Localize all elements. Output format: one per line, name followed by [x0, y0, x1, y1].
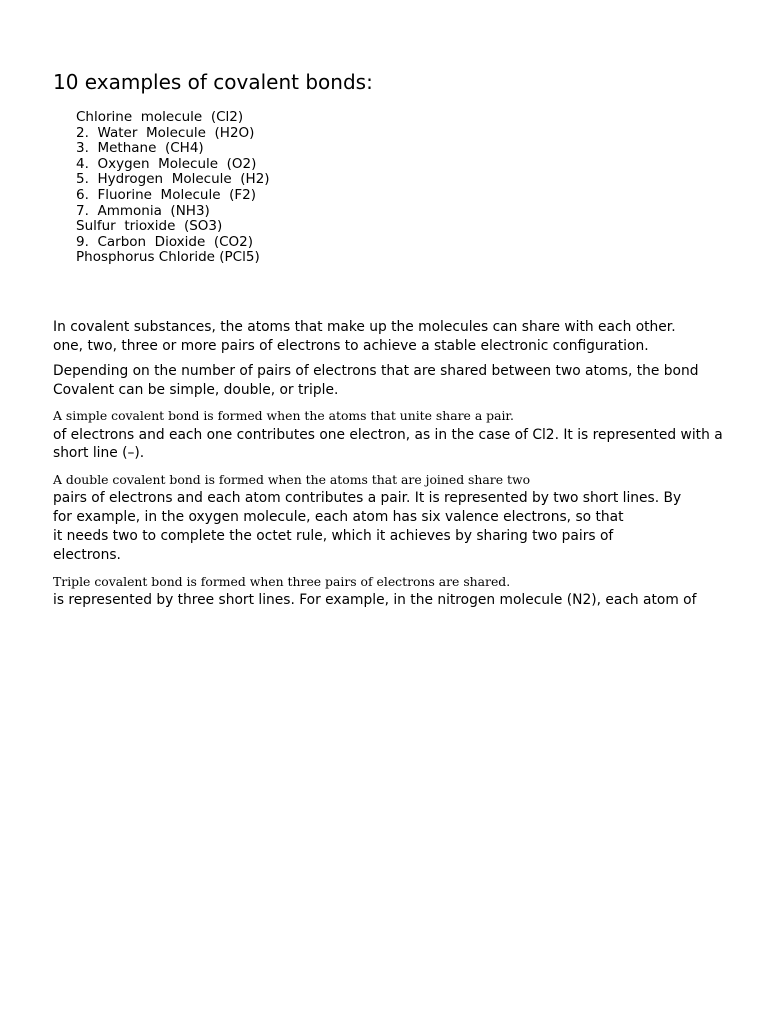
paragraph-sharing-electrons — [53, 318, 713, 356]
paragraph-double-bond — [53, 470, 713, 565]
paragraph-line: for example, in the oxygen molecule, each atom has six valence electrons, so that — [53, 509, 624, 525]
list-item: 6. Fluorine Molecule (F2) — [76, 186, 257, 203]
paragraph-line: In covalent substances, the atoms that make up the molecules can share with each other. — [53, 319, 676, 335]
list-item: Sulfur trioxide (SO3) — [76, 218, 223, 235]
paragraph-line: Covalent can be simple, double, or triple. — [53, 382, 339, 398]
paragraph-line: of electrons and each one contributes one electron, as in the case of Cl2. It is represented with a — [53, 426, 723, 443]
document-title: 10 examples of covalent bonds: — [53, 70, 373, 94]
paragraph-line: A double covalent bond is formed when the atoms that are joined share two — [53, 472, 531, 487]
paragraph-line: one, two, three or more pairs of electrons to achieve a stable electronic configuration. — [53, 338, 649, 354]
list-item: 2. Water Molecule (H2O) — [76, 124, 255, 141]
list-item: 7. Ammonia (NH3) — [76, 202, 210, 219]
list-item: Chlorine molecule (Cl2) — [76, 109, 244, 125]
paragraph-line: electrons. — [53, 547, 121, 563]
list-item: 4. Oxygen Molecule (O2) — [76, 155, 257, 172]
paragraph-line: is represented by three short lines. For example, in the nitrogen molecule (N2), each atom of — [53, 592, 697, 608]
covalent-bond-examples-list — [76, 110, 270, 266]
paragraph-line: pairs of electrons and each atom contributes a pair. It is represented by two short lines. By — [53, 490, 682, 506]
paragraph-line: Triple covalent bond is formed when three pairs of electrons are shared. — [53, 574, 511, 589]
list-item: 5. Hydrogen Molecule (H2) — [76, 171, 270, 188]
paragraph-simple-bond — [53, 407, 723, 463]
paragraph-bond-types — [53, 362, 713, 400]
paragraph-line: it needs two to complete the octet rule, which it achieves by sharing two pairs of — [53, 528, 614, 544]
paragraph-line: A simple covalent bond is formed when the atoms that unite share a pair. — [53, 408, 514, 423]
paragraph-triple-bond — [53, 572, 713, 610]
paragraph-line: short line (–). — [53, 445, 145, 461]
list-item: Phosphorus Chloride (PCl5) — [76, 249, 260, 266]
list-item: 3. Methane (CH4) — [76, 140, 204, 157]
list-item: 9. Carbon Dioxide (CO2) — [76, 233, 254, 250]
paragraph-line: Depending on the number of pairs of electrons that are shared between two atoms, the bond — [53, 363, 699, 379]
